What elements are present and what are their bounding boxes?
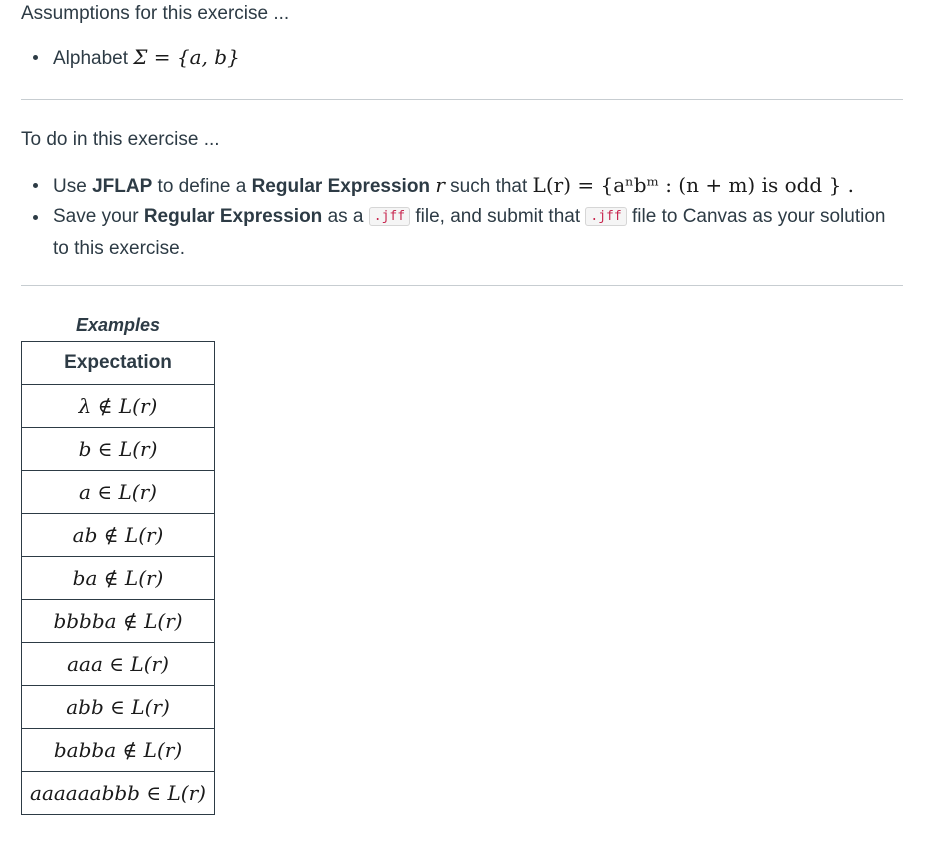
example-string: aaaaaabbb (30, 781, 140, 805)
text-span: such that (450, 176, 528, 197)
example-cell (22, 686, 215, 729)
examples-caption: Examples (75, 315, 161, 335)
language-target: L(r) (131, 695, 170, 719)
language-target: L(r) (144, 609, 183, 633)
language-target: L(r) (167, 781, 206, 805)
todo-heading: To do in this exercise ... (21, 129, 220, 150)
assumptions-section (21, 0, 903, 74)
example-cell (22, 729, 215, 772)
example-string: aaa (67, 652, 103, 676)
language-target: L(r) (124, 566, 164, 590)
text-span: to define a (157, 176, 247, 197)
var-r: r (435, 173, 445, 197)
example-string: ba (72, 566, 98, 590)
examples-section (21, 311, 215, 815)
table-row (22, 514, 215, 557)
alphabet-label: Alphabet (53, 48, 129, 69)
todo-section (21, 126, 903, 264)
text-span: file to Canvas as your solution to this exercise. (53, 206, 886, 259)
example-cell (22, 385, 215, 428)
table-row (22, 428, 215, 471)
examples-body (22, 385, 215, 815)
jff-code: .jff (585, 207, 626, 226)
assumptions-heading: Assumptions for this exercise ... (21, 3, 290, 24)
jflap-label: JFLAP (92, 176, 153, 197)
example-string: ab (72, 523, 98, 547)
table-header-row (22, 342, 215, 385)
text-span: file, and submit that (415, 206, 581, 227)
example-cell (22, 557, 215, 600)
membership-symbol: ∉ (122, 738, 138, 762)
text-span: Use (53, 176, 87, 197)
list-item (21, 42, 903, 74)
membership-symbol: ∈ (146, 781, 162, 805)
example-cell (22, 772, 215, 815)
example-cell (22, 600, 215, 643)
example-cell (22, 428, 215, 471)
example-string: b (78, 437, 92, 461)
language-target: L(r) (118, 480, 157, 504)
example-cell (22, 643, 215, 686)
regex-label: Regular Expression (143, 206, 323, 227)
membership-symbol: ∉ (122, 609, 138, 633)
section-divider (21, 285, 903, 286)
language-definition: L(r) = {aⁿbᵐ : (n + m) is odd } . (532, 173, 855, 197)
language-target: L(r) (130, 652, 169, 676)
example-string: babba (53, 738, 117, 762)
example-string: abb (66, 695, 104, 719)
examples-table (21, 311, 215, 815)
table-row (22, 772, 215, 815)
list-item (21, 170, 903, 202)
membership-symbol: ∈ (97, 480, 113, 504)
expectation-header: Expectation (22, 342, 215, 385)
list-item (21, 202, 903, 264)
membership-symbol: ∉ (103, 523, 119, 547)
text-span: Save your (53, 206, 139, 227)
table-row (22, 471, 215, 514)
alphabet-math: Σ = {a, b} (133, 45, 240, 69)
example-string: λ (78, 394, 92, 418)
todo-list (21, 170, 903, 264)
table-row (22, 557, 215, 600)
membership-symbol: ∈ (109, 652, 125, 676)
table-row (22, 729, 215, 772)
membership-symbol: ∈ (110, 695, 125, 719)
example-string: bbbba (53, 609, 117, 633)
example-string: a (79, 480, 91, 504)
table-row (22, 686, 215, 729)
jff-code: .jff (369, 207, 410, 226)
membership-symbol: ∉ (103, 566, 119, 590)
language-target: L(r) (118, 437, 158, 461)
language-target: L(r) (124, 523, 164, 547)
section-divider (21, 99, 903, 100)
assumptions-list (21, 42, 903, 74)
language-target: L(r) (118, 394, 158, 418)
text-span: as a (327, 206, 364, 227)
membership-symbol: ∈ (97, 437, 113, 461)
example-cell (22, 471, 215, 514)
regex-label: Regular Expression (251, 176, 431, 197)
membership-symbol: ∉ (97, 394, 113, 418)
example-cell (22, 514, 215, 557)
table-row (22, 643, 215, 686)
table-row (22, 600, 215, 643)
table-row (22, 385, 215, 428)
language-target: L(r) (143, 738, 183, 762)
